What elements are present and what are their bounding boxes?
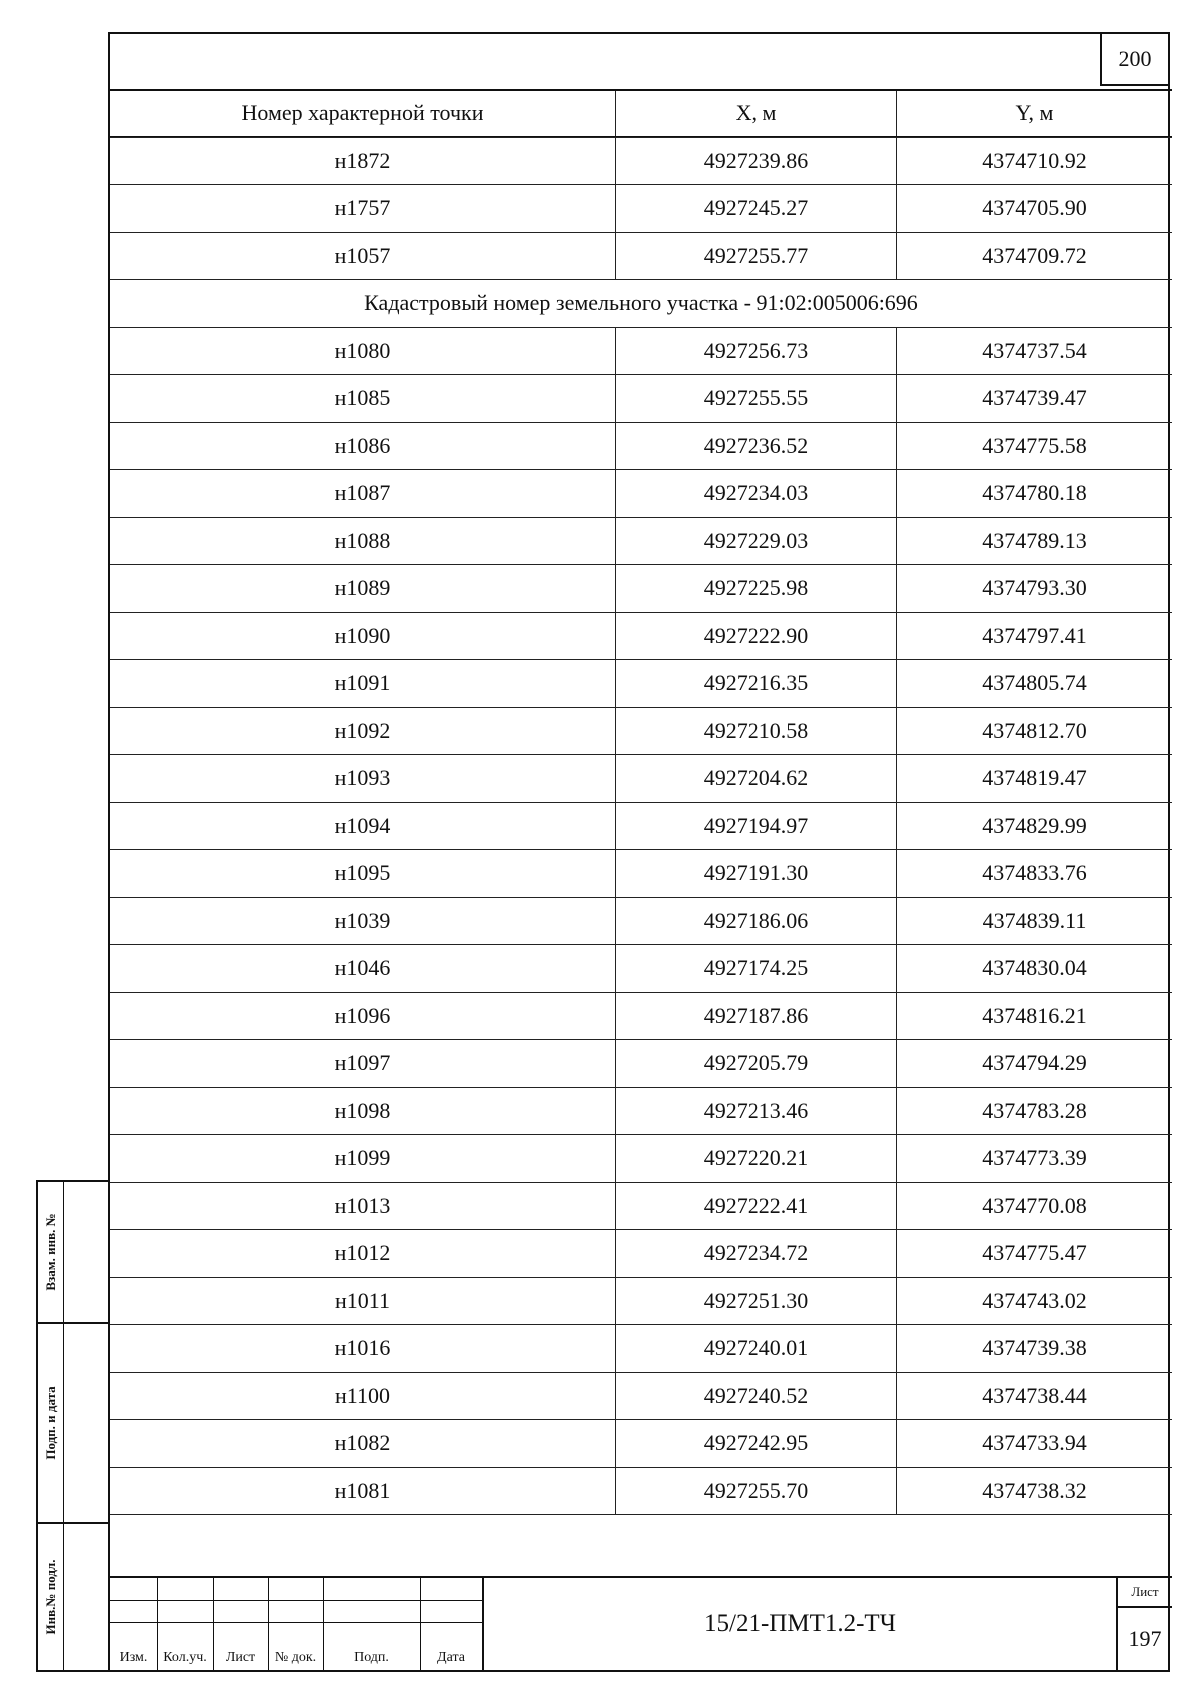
y-cell: 4374783.28 xyxy=(982,1097,1087,1123)
y-cell: 4374794.29 xyxy=(982,1050,1087,1076)
x-cell: 4927234.72 xyxy=(616,1230,897,1277)
col-label-izm: Изм. xyxy=(119,1650,148,1665)
point-number-cell: н1013 xyxy=(110,1183,616,1230)
point-number-cell: н1872 xyxy=(110,138,616,185)
table-row xyxy=(110,1134,1172,1182)
y-cell: 4374780.18 xyxy=(982,480,1087,506)
point-number-cell: н1046 xyxy=(110,945,616,992)
document-code: 15/21-ПМТ1.2-ТЧ xyxy=(482,1578,1116,1670)
side-cell-replacement xyxy=(38,1182,110,1324)
revision-grid xyxy=(110,1578,482,1670)
y-cell: 4374789.13 xyxy=(982,527,1087,553)
y-cell: 4374743.02 xyxy=(982,1287,1087,1313)
sheet-number-box xyxy=(1116,1578,1172,1670)
table-row xyxy=(110,849,1172,897)
x-cell: 4927240.01 xyxy=(616,1325,897,1372)
point-number-cell: н1097 xyxy=(110,1040,616,1087)
table-row xyxy=(110,1324,1172,1372)
y-cell: 4374710.92 xyxy=(982,147,1087,173)
x-cell: 4927229.03 xyxy=(616,518,897,565)
col-label-podp: Подп. xyxy=(354,1650,389,1665)
x-cell: 4927174.25 xyxy=(616,945,897,992)
point-number-cell: н1012 xyxy=(110,1230,616,1277)
point-number-cell: н1092 xyxy=(110,708,616,755)
sheet-number: 197 xyxy=(1128,1626,1162,1651)
point-number-cell: н1057 xyxy=(110,233,616,280)
table-row xyxy=(110,469,1172,517)
table-row xyxy=(110,1277,1172,1325)
page-number: 200 xyxy=(1100,34,1168,86)
table-row xyxy=(110,992,1172,1040)
side-cell-inventory xyxy=(38,1524,110,1670)
side-cell-signature xyxy=(38,1324,110,1524)
x-cell: 4927220.21 xyxy=(616,1135,897,1182)
table-row xyxy=(110,374,1172,422)
rows-after-section xyxy=(110,327,1172,1515)
x-cell: 4927187.86 xyxy=(616,993,897,1040)
point-number-cell: н1088 xyxy=(110,518,616,565)
table-end-line xyxy=(110,1514,1172,1515)
point-number-cell: н1080 xyxy=(110,328,616,375)
table-row xyxy=(110,944,1172,992)
col-label-doc-no: № док. xyxy=(274,1650,317,1665)
x-cell: 4927222.41 xyxy=(616,1183,897,1230)
table-row xyxy=(110,1182,1172,1230)
sheet-label: Лист xyxy=(1118,1578,1172,1608)
y-cell: 4374739.38 xyxy=(982,1335,1087,1361)
header-x: X, м xyxy=(616,91,897,136)
point-number-cell: н1090 xyxy=(110,613,616,660)
point-number-cell: н1086 xyxy=(110,423,616,470)
x-cell: 4927242.95 xyxy=(616,1420,897,1467)
x-cell: 4927191.30 xyxy=(616,850,897,897)
document-sheet xyxy=(108,32,1170,1672)
y-cell: 4374738.44 xyxy=(982,1382,1087,1408)
y-cell: 4374829.99 xyxy=(982,812,1087,838)
point-number-cell: н1016 xyxy=(110,1325,616,1372)
table-row xyxy=(110,184,1172,232)
y-cell: 4374819.47 xyxy=(982,765,1087,791)
x-cell: 4927236.52 xyxy=(616,423,897,470)
title-block xyxy=(110,1576,1172,1670)
point-number-cell: н1100 xyxy=(110,1373,616,1420)
table-row xyxy=(110,232,1172,280)
side-label-signature: Подп. и дата xyxy=(42,1386,58,1460)
table-row xyxy=(110,707,1172,755)
table-row xyxy=(110,897,1172,945)
table-row xyxy=(110,1039,1172,1087)
point-number-cell: н1095 xyxy=(110,850,616,897)
x-cell: 4927225.98 xyxy=(616,565,897,612)
y-cell: 4374793.30 xyxy=(982,575,1087,601)
y-cell: 4374816.21 xyxy=(982,1002,1087,1028)
side-label-replacement: Взам. инв. № xyxy=(42,1213,58,1291)
table-row xyxy=(110,802,1172,850)
table-row xyxy=(110,659,1172,707)
table-row xyxy=(110,137,1172,185)
x-cell: 4927222.90 xyxy=(616,613,897,660)
col-label-data: Дата xyxy=(437,1650,465,1665)
point-number-cell: н1096 xyxy=(110,993,616,1040)
header-y: Y, м xyxy=(1015,100,1054,126)
point-number-cell: н1089 xyxy=(110,565,616,612)
y-cell: 4374830.04 xyxy=(982,955,1087,981)
point-number-cell: н1098 xyxy=(110,1088,616,1135)
x-cell: 4927204.62 xyxy=(616,755,897,802)
table-row xyxy=(110,327,1172,375)
table-row xyxy=(110,422,1172,470)
point-number-cell: н1093 xyxy=(110,755,616,802)
y-cell: 4374709.72 xyxy=(982,242,1087,268)
y-cell: 4374739.47 xyxy=(982,385,1087,411)
table-row xyxy=(110,1087,1172,1135)
x-cell: 4927210.58 xyxy=(616,708,897,755)
x-cell: 4927251.30 xyxy=(616,1278,897,1325)
point-number-cell: н1039 xyxy=(110,898,616,945)
x-cell: 4927256.73 xyxy=(616,328,897,375)
y-cell: 4374733.94 xyxy=(982,1430,1087,1456)
y-cell: 4374833.76 xyxy=(982,860,1087,886)
table-row xyxy=(110,1372,1172,1420)
x-cell: 4927255.55 xyxy=(616,375,897,422)
x-cell: 4927213.46 xyxy=(616,1088,897,1135)
table-row xyxy=(110,612,1172,660)
table-row xyxy=(110,1467,1172,1515)
point-number-cell: н1082 xyxy=(110,1420,616,1467)
x-cell: 4927205.79 xyxy=(616,1040,897,1087)
header-point-number: Номер характерной точки xyxy=(110,91,616,136)
y-cell: 4374737.54 xyxy=(982,337,1087,363)
y-cell: 4374797.41 xyxy=(982,622,1087,648)
y-cell: 4374812.70 xyxy=(982,717,1087,743)
x-cell: 4927255.70 xyxy=(616,1468,897,1515)
section-title-row: Кадастровый номер земельного участка - 91:02:005006:696 xyxy=(110,279,1172,327)
point-number-cell: н1087 xyxy=(110,470,616,517)
side-stamp xyxy=(36,1180,108,1672)
col-label-list: Лист xyxy=(225,1650,256,1665)
point-number-cell: н1091 xyxy=(110,660,616,707)
col-label-kol-uch: Кол.уч. xyxy=(163,1650,207,1665)
side-label-inventory: Инв.№ подл. xyxy=(42,1559,58,1635)
point-number-cell: н1757 xyxy=(110,185,616,232)
x-cell: 4927240.52 xyxy=(616,1373,897,1420)
x-cell: 4927239.86 xyxy=(616,138,897,185)
y-cell: 4374839.11 xyxy=(982,907,1087,933)
y-cell: 4374738.32 xyxy=(982,1477,1087,1503)
y-cell: 4374773.39 xyxy=(982,1145,1087,1171)
point-number-cell: н1085 xyxy=(110,375,616,422)
x-cell: 4927216.35 xyxy=(616,660,897,707)
point-number-cell: н1081 xyxy=(110,1468,616,1515)
rows-before-section xyxy=(110,137,1172,280)
x-cell: 4927186.06 xyxy=(616,898,897,945)
x-cell: 4927255.77 xyxy=(616,233,897,280)
table-row xyxy=(110,1419,1172,1467)
y-cell: 4374775.47 xyxy=(982,1240,1087,1266)
point-number-cell: н1099 xyxy=(110,1135,616,1182)
x-cell: 4927234.03 xyxy=(616,470,897,517)
table-row xyxy=(110,754,1172,802)
table-header xyxy=(110,89,1172,137)
point-number-cell: н1011 xyxy=(110,1278,616,1325)
table-row xyxy=(110,564,1172,612)
y-cell: 4374805.74 xyxy=(982,670,1087,696)
coordinates-table xyxy=(110,89,1172,1515)
x-cell: 4927245.27 xyxy=(616,185,897,232)
point-number-cell: н1094 xyxy=(110,803,616,850)
x-cell: 4927194.97 xyxy=(616,803,897,850)
y-cell: 4374770.08 xyxy=(982,1192,1087,1218)
y-cell: 4374705.90 xyxy=(982,195,1087,221)
table-row xyxy=(110,1229,1172,1277)
table-row xyxy=(110,517,1172,565)
y-cell: 4374775.58 xyxy=(982,432,1087,458)
